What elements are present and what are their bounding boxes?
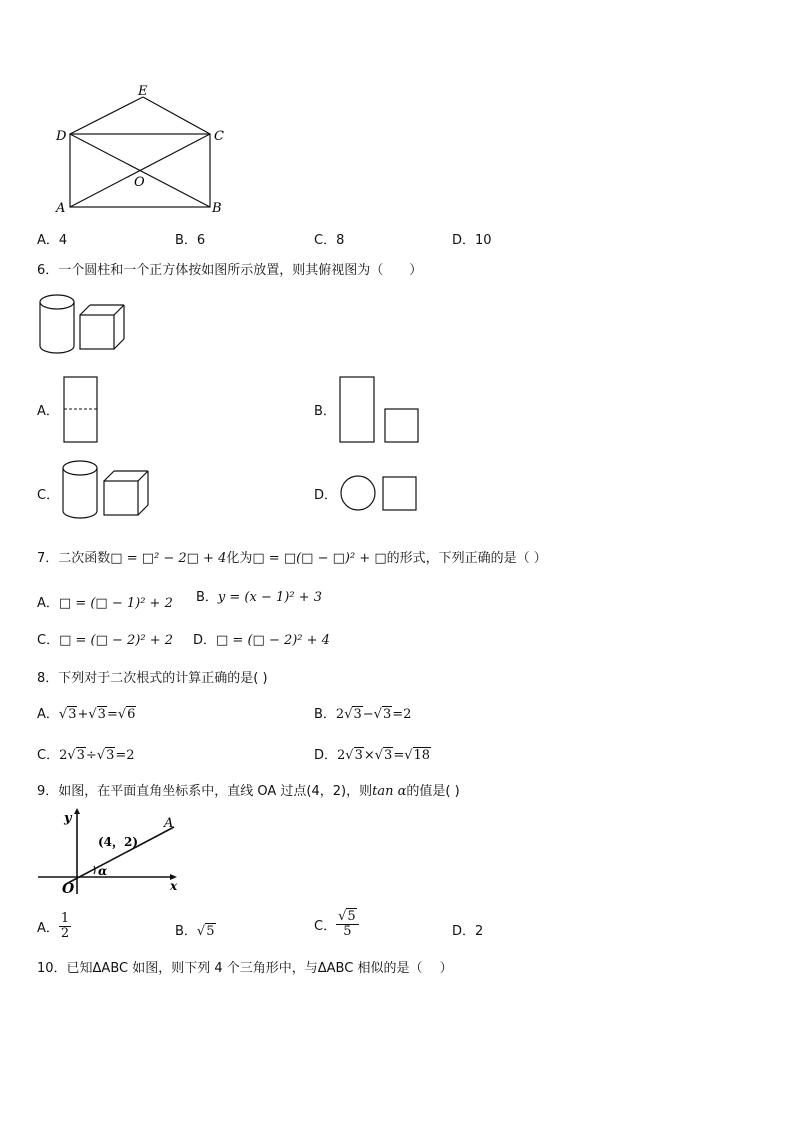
q9-stem-suffix: 的值是( ): [406, 784, 460, 799]
q5-option-d[interactable]: D．10: [452, 233, 492, 248]
q8-option-c[interactable]: C．2√3÷√3=2: [37, 748, 135, 763]
q9-option-a-num: 1: [60, 911, 70, 926]
q6-option-b-label[interactable]: B．: [314, 404, 336, 419]
coordinate-figure: [36, 808, 186, 898]
rectangle-diagram: [50, 82, 240, 217]
q7-option-c[interactable]: [37, 629, 173, 648]
q6-option-d-label[interactable]: D．: [314, 488, 338, 503]
q9-option-d[interactable]: D．2: [452, 924, 484, 939]
q5-option-b[interactable]: B．6: [175, 233, 206, 248]
q6-option-b-figure[interactable]: [338, 375, 422, 445]
point-A-label: A: [164, 816, 174, 831]
q9-option-a[interactable]: [37, 912, 71, 941]
q5-option-a[interactable]: A．4: [37, 233, 68, 248]
q9-option-b-label: B．: [175, 924, 197, 939]
q9-option-c-num: √5: [336, 910, 359, 925]
q7-stem-suffix: 的形式，下列正确的是（ ）: [386, 551, 547, 566]
q7-option-a[interactable]: [37, 592, 173, 611]
point-coordinate-label: (4，2): [98, 835, 139, 849]
q8-option-d-label: D．: [314, 748, 338, 763]
q8-option-d[interactable]: D．2√3×√3=√18: [314, 748, 431, 763]
q8-option-b-label: B．: [314, 707, 336, 722]
q7-stem-form: □ = □(□ − □)² + □: [252, 551, 387, 566]
label-E: E: [138, 84, 148, 99]
q7-option-b[interactable]: [196, 586, 322, 605]
q9-option-a-den: 2: [60, 926, 70, 941]
q8-option-c-label: C．: [37, 748, 60, 763]
q7-option-c-label: C．: [37, 633, 60, 648]
q7-option-d[interactable]: [193, 629, 330, 648]
q7-option-d-label: D．: [193, 633, 217, 648]
q7-option-d-expr: □ = (□ − 2)² + 4: [216, 633, 330, 648]
q9-stem-prefix: 9．如图，在平面直角坐标系中，直线 OA 过点(4，2)，则: [37, 784, 373, 799]
label-A: A: [56, 201, 66, 216]
q8-option-a-label: A．: [37, 707, 59, 722]
q8-stem: 8．下列对于二次根式的计算正确的是( ): [37, 671, 268, 686]
q7-option-b-label: B．: [196, 590, 218, 605]
q9-option-c[interactable]: [314, 910, 359, 939]
q9-option-a-frac: [59, 912, 71, 941]
q7-stem-mid: 化为: [226, 551, 253, 566]
q6-option-c-label[interactable]: C．: [37, 488, 60, 503]
label-D: D: [56, 129, 67, 144]
label-O: O: [134, 175, 145, 190]
q5-option-c[interactable]: C．8: [314, 233, 345, 248]
label-B: B: [212, 201, 222, 216]
q7-stem-prefix: 7．二次函数: [37, 551, 111, 566]
cylinder-cube-figure: [36, 290, 136, 356]
q9-stem: [37, 780, 460, 799]
label-C: C: [214, 129, 224, 144]
q6-option-a-label[interactable]: A．: [37, 404, 59, 419]
q7-option-c-expr: □ = (□ − 2)² + 2: [59, 633, 174, 648]
q9-option-c-den: 5: [343, 924, 352, 939]
q9-option-a-label: A．: [37, 921, 59, 936]
q9-option-b[interactable]: B．√5: [175, 924, 215, 939]
q6-option-d-figure[interactable]: [338, 474, 420, 514]
q7-stem: [37, 547, 547, 566]
q6-option-c-figure[interactable]: [60, 456, 154, 522]
q7-option-a-expr: □ = (□ − 1)² + 2: [58, 596, 173, 611]
q8-option-a[interactable]: A．√3+√3=√6: [37, 707, 136, 722]
q9-stem-tan: tan α: [372, 784, 407, 799]
q10-stem: 10．已知ΔABC 如图，则下列 4 个三角形中，与ΔABC 相似的是（ ）: [37, 961, 453, 976]
q7-option-a-label: A．: [37, 596, 59, 611]
q7-stem-func: □ = □² − 2□ + 4: [110, 551, 227, 566]
q9-option-c-label: C．: [314, 919, 337, 934]
origin-label: O: [62, 881, 75, 897]
angle-alpha-label: α: [98, 864, 108, 878]
q6-stem: 6．一个圆柱和一个正方体按如图所示放置，则其俯视图为（ ）: [37, 263, 423, 278]
axis-y-label: y: [64, 811, 72, 826]
q6-option-a-figure[interactable]: [62, 375, 100, 445]
q9-option-c-frac: [336, 910, 359, 939]
axis-x-label: x: [170, 879, 178, 893]
q8-option-b[interactable]: B．2√3−√3=2: [314, 707, 412, 722]
q7-option-b-expr: y = (x − 1)² + 3: [217, 590, 322, 605]
